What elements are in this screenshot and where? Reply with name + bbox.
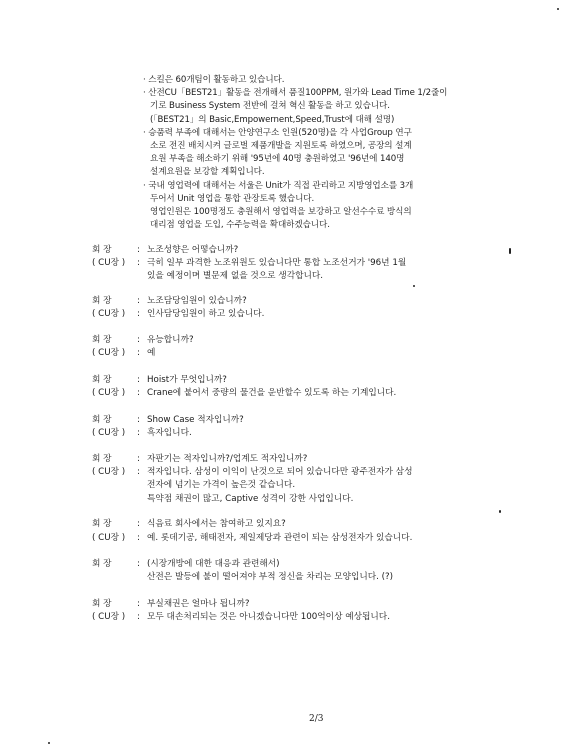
qa-cu-head: ( CU장 ) : 예: [92, 347, 155, 360]
bullet-line: 대리점 영업을 도입, 수주능력을 확대하겠습니다.: [150, 220, 330, 231]
qa-chairman: 회 장 : 노조담당임원이 있습니까?: [92, 295, 247, 308]
qa-cu-head: ( CU장 ) : 적자입니다. 삼성이 이익이 난것으로 되어 있습니다만 광주전자가 삼성 전자에 넘기는 가격이 높은것 같습니다. 특약점 채권이 많고, Captive 성격이 강한 사업입니다.: [92, 466, 412, 506]
qa-text: 유능합니까?: [147, 335, 194, 345]
qa-text: 적자입니다. 삼성이 이익이 난것으로 되어 있습니다만 광주전자가 삼성: [147, 467, 413, 477]
qa-text: 산전은 발등에 불이 떨어져야 부적 정신을 차리는 모양입니다. (?): [147, 572, 394, 583]
speaker-label: ( CU장 ): [92, 258, 126, 268]
bullet-line: 영업인원은 100명정도 충원해서 영업력을 보강하고 알선수수료 방식의: [150, 207, 412, 218]
page-number: 2/3: [309, 714, 324, 724]
scan-speck: [509, 248, 511, 254]
speaker-label: 회 장: [92, 519, 112, 529]
speaker-label: ( CU장 ): [92, 388, 126, 398]
qa-chairman: 회 장 : Show Case 적자입니까?: [92, 414, 244, 427]
speaker-label: ( CU장 ): [92, 309, 126, 319]
qa-chairman: 회 장 : Hoist가 무엇입니까?: [92, 374, 227, 387]
qa-chairman: 회 장 : 노조성향은 어떻습니까?: [92, 244, 238, 257]
speaker-label: 회 장: [92, 375, 112, 385]
qa-cu-head: ( CU장 ) : 극히 일부 과격한 노조위원도 있습니다만 통합 노조선거가 '96년 1월 있을 예정이며 별문제 없을 것으로 생각합니다.: [92, 257, 406, 284]
bullet-line: 설계요원을 보강할 계획입니다.: [150, 167, 265, 178]
qa-cu-head: ( CU장 ) : 인사담당임원이 하고 있습니다.: [92, 308, 264, 321]
speaker-label: 회 장: [92, 454, 112, 464]
bullet-line: · 스킬은 60개팀이 활동하고 있습니다.: [143, 75, 285, 85]
qa-text: (시장개방에 대한 대응과 관련해서): [147, 559, 280, 569]
qa-cu-head: ( CU장 ) : 모두 대손처리되는 것은 아니겠습니다만 100억이상 예상됩니다.: [92, 611, 390, 624]
bullet-list: [143, 74, 563, 232]
qa-text: 식음료 회사에서는 참여하고 있지요?: [147, 519, 286, 529]
qa-text: 예. 롯데기공, 해태전자, 제일제당과 관련이 되는 삼성전자가 있습니다.: [147, 533, 413, 543]
scan-speck: [557, 8, 559, 10]
speaker-label: ( CU장 ): [92, 428, 126, 438]
scan-speck: [499, 510, 501, 513]
speaker-label: ( CU장 ): [92, 348, 126, 358]
qa-text: 특약점 채권이 많고, Captive 성격이 강한 사업입니다.: [147, 493, 354, 504]
qa-text: 부실채권은 얼마나 됩니까?: [147, 599, 250, 609]
speaker-label: 회 장: [92, 296, 112, 306]
qa-text: 노조담당임원이 있습니까?: [147, 296, 247, 306]
qa-chairman: 회 장 : 식음료 회사에서는 참여하고 있지요?: [92, 518, 286, 531]
qa-chairman: 회 장 : 부실채권은 얼마나 됩니까?: [92, 598, 249, 611]
bullet-line: 요원 부족을 해소하기 위해 '95년에 40명 충원하였고 '96년에 140명: [150, 154, 405, 165]
bullet-line: · 산전CU「BEST21」활동을 전개해서 품질100PPM, 원가와 Lead Time 1/2줄이: [143, 88, 448, 99]
bullet-line: 두어서 Unit 영업을 통합 관장토록 했습니다.: [150, 193, 315, 204]
qa-cu-head: ( CU장 ) : 흑자입니다.: [92, 427, 192, 440]
qa-text: 극히 일부 과격한 노조위원도 있습니다만 통합 노조선거가 '96년 1월: [147, 258, 407, 268]
speaker-label: 회 장: [92, 599, 112, 609]
qa-text: Crane에 붙어서 중량의 물건을 운반할수 있도록 하는 기계입니다.: [147, 388, 397, 398]
qa-text: 예: [147, 348, 156, 358]
bullet-line: 소로 전진 배치시켜 글로벌 제품개발을 지원토록 하였으며, 공장의 설계: [150, 141, 412, 152]
speaker-label: ( CU장 ): [92, 467, 126, 477]
bullet-line: · 국내 영업력에 대해서는 서울은 Unit가 직접 관리하고 지방영업소를 3개: [143, 180, 414, 191]
qa-text: 노조성향은 어떻습니까?: [147, 245, 239, 255]
speaker-label: 회 장: [92, 245, 112, 255]
qa-text: 인사담당임원이 하고 있습니다.: [147, 309, 265, 319]
bullet-line: (「BEST21」의 Basic,Empowernent,Speed,Trust에 대해 설명): [150, 114, 395, 125]
qa-text: 모두 대손처리되는 것은 아니겠습니다만 100억이상 예상됩니다.: [147, 612, 390, 622]
qa-text: Show Case 적자입니까?: [147, 415, 244, 425]
qa-chairman: 회 장 : (시장개방에 대한 대응과 관련해서) 산전은 발등에 불이 떨어져야 부적 정신을 차리는 모양입니다. (?): [92, 558, 393, 585]
qa-text: 자판기는 적자입니까?/업계도 적자입니까?: [147, 454, 308, 464]
qa-text: 흑자입니다.: [147, 428, 192, 438]
speaker-label: 회 장: [92, 335, 112, 345]
qa-cu-head: ( CU장 ) : 예. 롯데기공, 해태전자, 제일제당과 관련이 되는 삼성전자가 있습니다.: [92, 532, 412, 545]
qa-text: 있을 예정이며 별문제 없을 것으로 생각합니다.: [147, 271, 324, 282]
scan-speck: [413, 285, 415, 287]
qa-chairman: 회 장 : 유능합니까?: [92, 334, 194, 347]
qa-cu-head: ( CU장 ) : Crane에 붙어서 중량의 물건을 운반할수 있도록 하는 기계입니다.: [92, 387, 396, 400]
speaker-label: 회 장: [92, 559, 112, 569]
speaker-label: ( CU장 ): [92, 612, 126, 622]
speaker-label: 회 장: [92, 415, 112, 425]
qa-text: Hoist가 무엇입니까?: [147, 375, 227, 385]
speaker-label: ( CU장 ): [92, 533, 126, 543]
scan-speck: [48, 742, 50, 744]
qa-text: 전자에 넘기는 가격이 높은것 같습니다.: [147, 480, 296, 491]
bullet-line: 기로 Business System 전반에 걸쳐 혁신 활동을 하고 있습니다.: [150, 101, 390, 112]
qa-chairman: 회 장 : 자판기는 적자입니까?/업계도 적자입니까?: [92, 453, 307, 466]
bullet-line: · 승품력 부족에 대해서는 안양연구소 인원(520명)을 각 사업Group 연구: [143, 127, 412, 138]
